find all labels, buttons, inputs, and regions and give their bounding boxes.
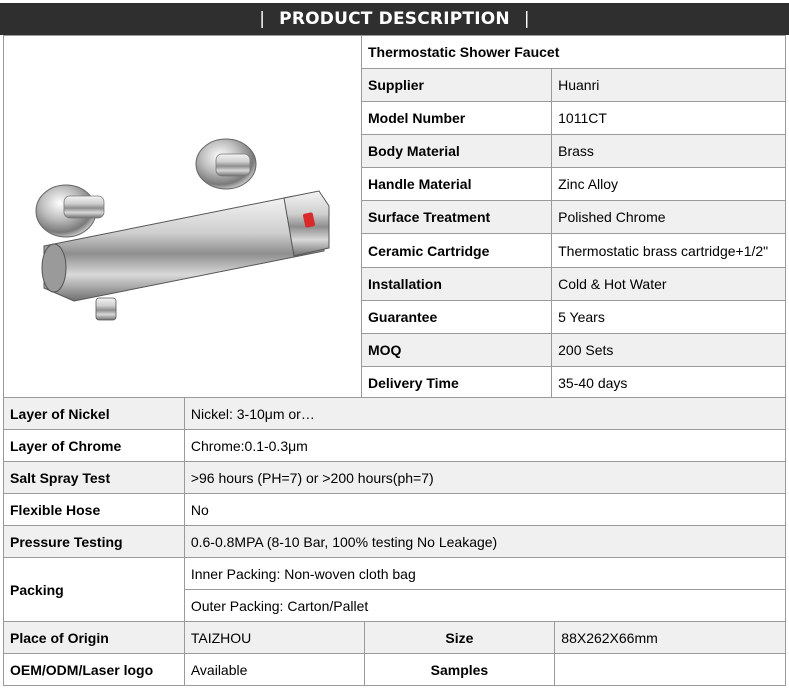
section-header <box>0 3 789 35</box>
product-image-cell <box>4 36 362 400</box>
product-title: Thermostatic Shower Faucet <box>362 36 786 69</box>
detail-label: Pressure Testing <box>4 526 185 558</box>
spec-label: Ceramic Cartridge <box>362 234 552 267</box>
detail-label: Packing <box>4 558 185 622</box>
spec-label: Installation <box>362 267 552 300</box>
detail-value: Nickel: 3-10μm or… <box>184 398 785 430</box>
detail-label: OEM/ODM/Laser logo <box>4 654 185 686</box>
detail-value: Available <box>184 654 364 686</box>
spec-value: Cold & Hot Water <box>552 267 786 300</box>
spec-label: Body Material <box>362 135 552 168</box>
spec-label: MOQ <box>362 333 552 366</box>
spec-value: Polished Chrome <box>552 201 786 234</box>
detail-label: Flexible Hose <box>4 494 185 526</box>
spec-label: Guarantee <box>362 300 552 333</box>
detail-value: No <box>184 494 785 526</box>
samples-label: Samples <box>364 654 555 686</box>
spec-value: Zinc Alloy <box>552 168 786 201</box>
header-divider-right: | <box>523 9 530 29</box>
size-value: 88X262X66mm <box>555 622 786 654</box>
spec-label: Model Number <box>362 102 552 135</box>
size-label: Size <box>364 622 555 654</box>
spec-value: 5 Years <box>552 300 786 333</box>
header-title: PRODUCT DESCRIPTION <box>279 9 510 29</box>
spec-value: 35-40 days <box>552 366 786 399</box>
detail-label: Place of Origin <box>4 622 185 654</box>
detail-value-outer-packing: Outer Packing: Carton/Pallet <box>184 590 785 622</box>
spec-value: Brass <box>552 135 786 168</box>
spec-label: Handle Material <box>362 168 552 201</box>
detail-value: Chrome:0.1-0.3μm <box>184 430 785 462</box>
header-divider-left: | <box>259 9 266 29</box>
spec-table <box>3 35 786 400</box>
detail-value-inner-packing: Inner Packing: Non-woven cloth bag <box>184 558 785 590</box>
spec-label: Delivery Time <box>362 366 552 399</box>
spec-value: Thermostatic brass cartridge+1/2" <box>552 234 786 267</box>
details-table <box>3 397 786 686</box>
spec-label: Surface Treatment <box>362 201 552 234</box>
spec-label: Supplier <box>362 69 552 102</box>
detail-label: Layer of Chrome <box>4 430 185 462</box>
samples-value <box>555 654 786 686</box>
spec-value: Huanri <box>552 69 786 102</box>
detail-value: >96 hours (PH=7) or >200 hours(ph=7) <box>184 462 785 494</box>
detail-label: Salt Spray Test <box>4 462 185 494</box>
detail-value: TAIZHOU <box>184 622 364 654</box>
shower-faucet-image <box>4 36 361 396</box>
detail-label: Layer of Nickel <box>4 398 185 430</box>
spec-value: 1011CT <box>552 102 786 135</box>
detail-value: 0.6-0.8MPA (8-10 Bar, 100% testing No Leakage) <box>184 526 785 558</box>
spec-value: 200 Sets <box>552 333 786 366</box>
